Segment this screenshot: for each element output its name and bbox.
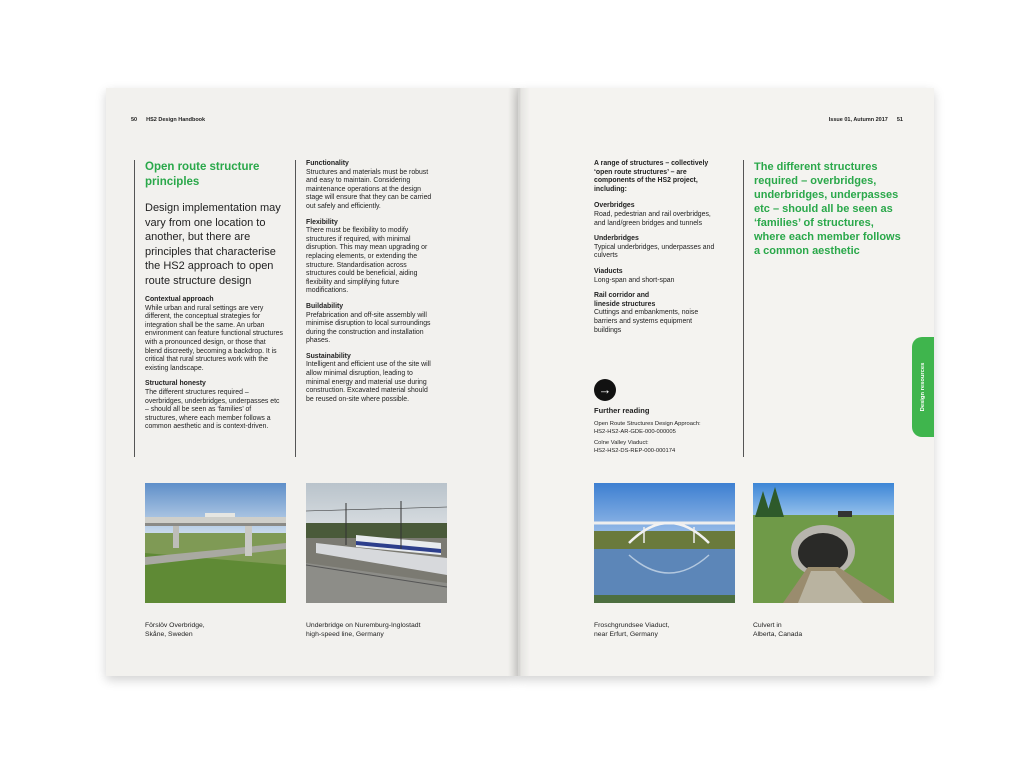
caption-line: Skåne, Sweden [145, 631, 193, 638]
section-body: While urban and rural settings are very different, the conceptual strategies for integration shall be the same. An urban environment can feature functional structures with a pronounced design, or those that blend discreetly, becoming a backdrop. It is critical that rural structures work with the existing landscape. [145, 304, 283, 372]
section-heading: Flexibility [306, 218, 338, 226]
photo-overbridge [145, 483, 286, 603]
list-item [594, 202, 716, 228]
further-reading-heading: Further reading [594, 406, 650, 415]
caption-line: Froschgrundsee Viaduct, [594, 622, 670, 629]
reference-label: Open Route Structures Design Approach: [594, 421, 701, 427]
text-section [306, 353, 432, 405]
left-header-title: HS2 Design Handbook [146, 117, 206, 123]
section-tab[interactable] [912, 337, 934, 437]
intro-text: A range of structures – collectively ‘open route structures’ – are components of the HS2 project, including: [594, 160, 709, 193]
item-heading: Underbridges [594, 235, 639, 243]
item-heading: Overbridges [594, 202, 635, 210]
reference-1[interactable] [594, 421, 701, 436]
left-column-1 [145, 296, 283, 439]
photo-underbridge [306, 483, 447, 603]
right-page-header [829, 117, 903, 123]
section-body: There must be flexibility to modify structures if required, with minimal disruption. This may mean upgrading or replacing elements, or extending the structure. Standardisation across structures could be beneficial, aiding flexibility and simplifying future modifications. [306, 227, 428, 295]
section-body: Prefabrication and off-site assembly will minimise disruption to local surroundings during the construction and installation phases. [306, 311, 431, 345]
photo-caption [753, 621, 802, 639]
item-heading: Viaducts [594, 267, 623, 275]
caption-line: Underbridge on Nuremburg-Inglostadt [306, 622, 421, 629]
section-body: The different structures required – overbridges, underbridges, underpasses etc – should all be seen as ‘families’ of structures, where each member follows a common aesthetic and is context-driven. [145, 388, 280, 431]
section-tab-label: Design resources [920, 362, 926, 412]
column-rule [134, 160, 135, 457]
section-title: Open route structure principles [145, 161, 260, 188]
caption-line: near Erfurt, Germany [594, 631, 658, 638]
intro-section [594, 160, 716, 194]
section-heading: Sustainability [306, 352, 351, 360]
caption-line: Alberta, Canada [753, 631, 803, 638]
section-body: Intelligent and efficient use of the site will allow minimal disruption, leading to minimal energy and material use during construction. Excavated material should be reused on-site where possible. [306, 361, 431, 403]
item-body: Long-span and short-span [594, 276, 675, 284]
caption-line: high-speed line, Germany [306, 631, 384, 638]
list-item [594, 268, 716, 285]
section-heading: Contextual approach [145, 296, 214, 303]
left-page-number: 50 [131, 117, 138, 123]
photo-caption [306, 621, 420, 639]
photo-caption [594, 621, 669, 639]
arrow-right-icon[interactable]: → [594, 379, 616, 401]
column-rule [295, 160, 296, 457]
right-header-title: Issue 01, Autumn 2017 [828, 117, 888, 123]
caption-line: Förslöv Overbridge, [145, 622, 205, 629]
right-page-number: 51 [896, 117, 903, 123]
left-page-header [131, 117, 205, 123]
text-section [306, 160, 432, 212]
caption-line: Culvert in [753, 622, 782, 629]
item-body: Road, pedestrian and rail overbridges, and land/green bridges and tunnels [594, 210, 711, 227]
list-item [594, 292, 716, 335]
text-section [145, 380, 283, 432]
reference-code: HS2-HS2-AR-GDE-000-000005 [594, 428, 676, 435]
text-section [306, 303, 432, 346]
pull-quote: The different structures required – overbridges, underbridges, underpasses etc – should all be seen as ‘families’ of structures, where each member follows a common aesthetic [754, 161, 901, 257]
section-heading: Buildability [306, 302, 344, 310]
photo-culvert [753, 483, 894, 603]
section-body: Structures and materials must be robust and easy to maintain. Considering maintenance operations at the design stage will ensure that they can be carried out safely and efficiently. [306, 168, 432, 210]
section-heading: Functionality [306, 160, 349, 167]
reference-label: Colne Valley Viaduct: [594, 440, 649, 446]
item-body: Typical underbridges, underpasses and culverts [594, 243, 715, 260]
text-section [145, 296, 283, 373]
reference-2[interactable] [594, 440, 675, 455]
reference-code: HS2-HS2-DS-REP-000-000174 [594, 447, 676, 454]
text-section [306, 219, 432, 296]
item-heading: Rail corridor and lineside structures [594, 292, 656, 308]
item-body: Cuttings and embankments, noise barriers and systems equipment buildings [594, 309, 699, 334]
list-item [594, 235, 716, 261]
photo-caption [145, 621, 205, 639]
right-column-1 [594, 160, 716, 342]
column-rule [743, 160, 744, 457]
section-heading: Structural honesty [145, 380, 206, 388]
photo-viaduct [594, 483, 735, 603]
left-column-2 [306, 160, 432, 411]
lead-paragraph: Design implementation may vary from one location to another, but there are principles that characterise the HS2 approach to open route structure design [145, 202, 281, 287]
